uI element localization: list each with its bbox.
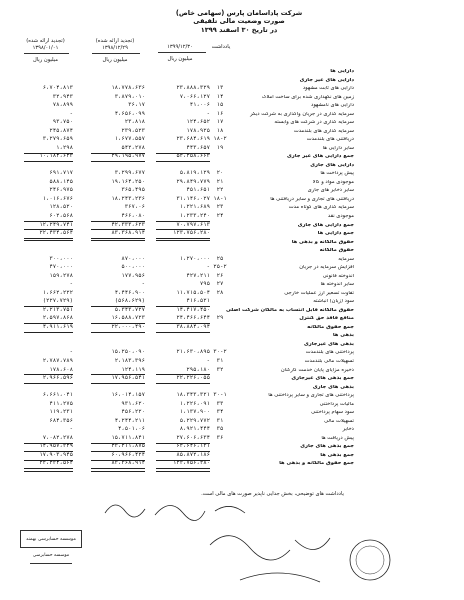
row-label: حقوق مالکانه قابل انتساب به مالکان شرکت اصلی	[226, 307, 354, 313]
row-label: سود سهام پرداختنی	[311, 410, 354, 416]
row-label: سایر دارایی ها	[322, 145, 354, 151]
value-1398: ۴۵۶،۲۲۰	[121, 409, 145, 416]
table-row	[0, 410, 464, 415]
value-1398: ۵۰۰،۰۰۰	[121, 264, 145, 271]
note-number: ۳۴	[216, 409, 224, 416]
section-row	[0, 69, 464, 74]
value-1398-start: ۲۲،۴۳۴،۵۶۴	[39, 460, 73, 467]
value-1398: ۱،۶۷۷،۵۵۷	[114, 136, 145, 143]
col1-date: ۱۳۹۹/۱۲/۳۰	[167, 44, 193, 50]
value-1398-start: ۶،۶۶۱،۰۴۱	[42, 392, 73, 399]
value-1398: ۴،۴۴۶،۹۰۰	[114, 289, 145, 296]
value-1399: ۲۹،۸۴۹،۷۷۹	[176, 178, 210, 185]
value-1398-start: ۷،۰۸۲،۲۷۸	[42, 434, 73, 441]
row-label: اندوخته قانونی	[322, 273, 354, 279]
value-1398: ۱۷،۹۵۶،۵۴۱	[111, 375, 145, 382]
note-number: ۲۱	[216, 178, 224, 185]
row-label: سرمایه گذاری های بلندمدت	[293, 128, 354, 134]
row-label: دارایی های ثابت مشهود	[302, 86, 354, 92]
value-1398: ۴۳،۲۱۱،۸۷۵	[111, 443, 145, 450]
table-row	[0, 393, 464, 398]
value-1399: ۴۱۶،۵۲۱	[186, 298, 210, 305]
row-label: ذخایر	[342, 427, 354, 433]
value-1398-start: ۱،۲۹۸	[56, 144, 73, 151]
value-1398-start: ۲،۲۱۳،۷۵۱	[42, 306, 73, 313]
col2-note: (تجدید ارائه شده)	[95, 38, 135, 44]
value-1398-start: ۲،۵۹۷،۸۶۸	[42, 315, 73, 322]
row-label: مالیات پرداختنی	[319, 401, 354, 407]
value-1398-start: (۲۲۷،۷۲۹)	[42, 298, 73, 305]
row-label: بدهی های جاری	[312, 384, 354, 390]
value-1399: ۱،۲۳۳،۲۴۰	[179, 213, 210, 219]
note-number: ۱۷	[216, 119, 224, 126]
signatures-and-seal	[200, 520, 400, 595]
value-1399: ۲۳،۶۸۴،۶۱۹	[176, 136, 210, 143]
value-1399: ۲۳،۸۸۸،۳۲۹	[176, 85, 210, 92]
statement-name: صورت وضعیت مالی تلفیقی	[193, 17, 285, 26]
value-1399: ۴۱،۰۰۶	[189, 102, 210, 109]
value-1398: ۴۶۶،۰۸۰	[121, 213, 145, 219]
company-name: شرکت پاداسامان پارس (سهامی خاص)	[175, 9, 303, 17]
table-row	[0, 257, 464, 262]
value-1399: ۱۲۳،۷۵۶،۲۸۰	[172, 230, 210, 237]
section-row	[0, 223, 464, 228]
col3-unit: میلیون ریال	[32, 57, 59, 63]
value-1398: ۱۶،۵۸۸،۷۲۳	[111, 315, 145, 322]
table-row	[0, 95, 464, 100]
row-label: پرداختنی های تجاری و سایر پرداختنی ها	[268, 393, 354, 399]
value-1399: ۵،۸۱۹،۱۲۹	[179, 170, 210, 177]
section-row	[0, 385, 464, 390]
value-1398: ۱۶،۰۱۴،۱۵۷	[111, 392, 145, 399]
note-number: ۱۸	[216, 127, 224, 134]
value-1398: ۱۹،۱۶۴،۲۵۰	[111, 178, 145, 185]
section-row	[0, 240, 464, 245]
value-1398: ۱۲۴،۱۱۹	[121, 366, 145, 373]
section-row	[0, 461, 464, 466]
row-label: جمع بدهی های غیرجاری	[291, 376, 354, 382]
table-row	[0, 359, 464, 364]
row-label: سرمایه گذاری در شرکت های وابسته	[274, 120, 354, 126]
col1-rule	[158, 52, 206, 53]
value-1399: ۲۱،۶۳۰،۸۹۵	[176, 349, 210, 356]
table-row	[0, 214, 464, 219]
row-label: حقوق مالکانه	[319, 248, 354, 254]
value-1398-start: ۴۷۰،۰۰۰	[49, 264, 73, 271]
note-number: ۲۴	[216, 213, 224, 219]
section-row	[0, 325, 464, 330]
row-label: موجودی نقد	[327, 214, 354, 219]
value-1398: ۴،۵۰۱،۰۶	[118, 426, 145, 433]
value-1398: -	[141, 281, 145, 288]
value-1398-start: ۳۰۰،۰۰۰	[49, 255, 73, 262]
value-1399: ۱،۱۳۷،۹۰۰	[179, 409, 210, 416]
col2-date: ۱۳۹۸/۱۲/۲۹	[102, 45, 128, 51]
col2-unit: میلیون ریال	[102, 57, 128, 63]
value-1398-start: ۷۸،۸۹۹	[52, 102, 73, 109]
row-label: جمع بدهی ها	[320, 452, 354, 458]
row-label: جمع دارایی های جاری	[297, 222, 354, 228]
value-1399: ۶۲،۶۴۶،۱۳۱	[176, 443, 210, 450]
table-row	[0, 188, 464, 193]
value-1399: ۱،۲۲۶،۰۹۱	[179, 400, 210, 407]
notes-col-header: یادداشت	[211, 44, 231, 50]
row-label: سایر اندوخته ها	[320, 282, 354, 288]
row-label: دارایی های جاری	[310, 162, 354, 168]
row-label: تسهیلات مالی بلندمدت	[304, 359, 354, 365]
note-number: ۲۲	[216, 187, 224, 194]
value-1399: ۱،۲۲۱،۶۸۹	[179, 204, 210, 211]
note-number: ۲۶	[216, 272, 224, 279]
table-row	[0, 129, 464, 134]
row-label: دریافتنی های تجاری و سایر دریافتنی ها	[270, 196, 354, 202]
value-1399: ۷،۰۶۶،۱۲۷	[179, 93, 210, 100]
row-label: سرمایه	[338, 256, 354, 262]
value-1399: ۳۸،۸۸۴،۰۹۴	[176, 323, 210, 330]
note-number: ۱۵	[216, 102, 224, 109]
note-number: ۳۱	[216, 417, 224, 424]
value-1398: ۸۷۰،۰۰۰	[121, 255, 145, 262]
row-label: جمع بدهی های جاری	[300, 444, 354, 450]
row-label: دارایی های نامشهود	[311, 103, 354, 109]
value-1398-start: ۳،۲۷۹،۶۵۹	[42, 136, 73, 143]
note-number: ۱۴	[216, 93, 224, 100]
note-number: ۲۸	[216, 289, 224, 296]
value-1399: ۱۸،۳۴۳،۳۲۱	[176, 392, 210, 399]
value-1398-start: ۱۷،۹۰۳،۹۴۵	[39, 451, 73, 458]
note-number: ۲۹	[216, 315, 224, 322]
row-label: تفاوت تسعیر ارز عملیات خارجی	[284, 290, 354, 296]
auditor-stamp: موسسه حسابرسی بهمند	[20, 530, 82, 548]
value-1398: ۱۸،۷۷۸،۶۳۶	[111, 85, 145, 92]
value-1399: -	[206, 110, 210, 117]
value-1398: (۵۶۸،۶۲۹)	[114, 298, 145, 305]
row-label: سرمایه گذاری های کوتاه مدت	[288, 205, 354, 211]
value-1398-start: -	[69, 281, 73, 288]
value-1398: ۱۸،۲۴۳،۲۳۶	[111, 195, 145, 202]
col1-unit: میلیون ریال	[167, 56, 193, 62]
row-label: زمین های نگهداری شده برای ساخت املاک	[261, 94, 354, 100]
value-1398-start: -	[69, 110, 73, 117]
section-row	[0, 231, 464, 236]
value-1398-start: ۲۲،۴۳۴،۵۶۴	[39, 230, 73, 237]
value-1399: ۵۲،۲۵۸،۶۶۳	[176, 153, 210, 160]
value-1398-start: ۵۸۸،۱۴۵	[49, 178, 73, 185]
value-1398-start: ۱،۰۱۶،۶۷۶	[42, 195, 73, 202]
value-1399: ۴۵۱،۶۵۱	[186, 187, 210, 194]
value-1399: ۵،۲۲۹،۷۷۲	[179, 417, 210, 424]
value-1398-start: ۶۹۱،۷۱۷	[49, 170, 73, 177]
total-double-rule	[91, 468, 145, 471]
table-row	[0, 402, 464, 407]
value-1398-start: ۱۲،۲۴۹،۷۴۱	[39, 221, 73, 228]
note-number: ۳۵	[216, 426, 224, 433]
table-row	[0, 282, 464, 287]
note-number: ۳۶	[216, 434, 224, 441]
value-1398-start: ۳۲،۹۴۳	[52, 93, 73, 100]
table-row	[0, 120, 464, 125]
auditor-stamp-secondary: موسسه حسابرسی	[30, 553, 72, 564]
table-row	[0, 299, 464, 304]
table-row	[0, 180, 464, 185]
value-1398-start: ۲۴۵،۸۷۴	[49, 127, 73, 134]
value-1399: ۷۹۵	[199, 281, 210, 288]
value-1398: ۱۷۷،۹۵۶	[121, 272, 145, 279]
footnote: یادداشت های توضیحی، بخش جدایی ناپذیر صورت های مالی است.	[201, 491, 344, 497]
table-row	[0, 436, 464, 441]
col3-note: (تجدید ارائه شده)	[26, 38, 65, 44]
note-number: ۳۰-۲	[213, 349, 227, 356]
table-row	[0, 368, 464, 373]
table-row	[0, 265, 464, 270]
total-double-rule	[24, 468, 73, 471]
value-1398-start: -	[69, 349, 73, 356]
table-row	[0, 112, 464, 117]
value-1398: ۶۰،۹۶۶،۴۲۴	[111, 451, 145, 458]
value-1398: ۸۳،۳۶۸،۹۱۴	[111, 460, 145, 467]
row-label: ذخیره مزایای پایان خدمت کارکنان	[280, 367, 354, 373]
value-1398-start: ۹۳،۷۵۰	[52, 119, 73, 126]
value-1398-start: ۴،۹۱۱،۶۱۹	[42, 323, 73, 330]
table-row	[0, 86, 464, 91]
table-row	[0, 205, 464, 210]
table-row	[0, 197, 464, 202]
table-row	[0, 427, 464, 432]
section-row	[0, 316, 464, 321]
col3-rule	[24, 53, 69, 54]
note-number: ۳۲	[216, 366, 224, 373]
table-row	[0, 171, 464, 176]
table-row	[0, 137, 464, 142]
row-label: بدهی های غیرجاری	[303, 341, 354, 347]
section-row	[0, 333, 464, 338]
row-label: پرداختنی های بلندمدت	[305, 350, 354, 356]
value-1398: ۳۶،۱۷	[128, 102, 145, 109]
section-row	[0, 342, 464, 347]
value-1399: ۱۲۳،۷۵۶،۲۸۰	[172, 460, 210, 467]
value-1399: ۳۱،۱۴۶،۰۲۷	[176, 195, 210, 202]
row-label: سرمایه گذاری در جریان واگذاری به شرکت دیگر	[250, 111, 354, 117]
total-double-rule	[156, 468, 210, 471]
value-1398-start: ۱۵۹،۲۷۸	[49, 272, 73, 279]
table-row	[0, 103, 464, 108]
value-1398: ۵۴۲،۲۷۸	[121, 144, 145, 151]
value-1398: ۲۲،۰۰۰،۴۹۰	[111, 323, 145, 330]
table-row	[0, 274, 464, 279]
row-label: جمع دارایی های غیر جاری	[287, 154, 354, 160]
row-label: افزایش سرمایه در جریان	[299, 265, 354, 271]
section-row	[0, 248, 464, 253]
value-1399: ۱،۲۷۰،۰۰۰	[179, 255, 210, 262]
value-1399: ۴۲۷،۲۱۱	[186, 272, 210, 279]
note-number: ۲۷	[216, 281, 224, 288]
row-label: پیش پرداخت ها	[320, 171, 354, 177]
value-1398: ۸۳،۳۶۸،۹۱۴	[111, 230, 145, 237]
value-1398: ۲۳،۸۱۸	[124, 119, 145, 126]
row-label: بدهی ها	[332, 333, 354, 339]
row-label: جمع حقوق مالکانه و بدهی ها	[279, 461, 354, 467]
value-1399: -	[206, 264, 210, 271]
value-1398-start: ۲،۹۶۶،۵۹۶	[42, 375, 73, 382]
col3-date: ۱۳۹۸/۰۱/۰۱	[32, 45, 59, 51]
note-number: ۱۶	[216, 110, 224, 117]
statement-date: در تاریخ ۳۰ اسفند ۱۳۹۹	[200, 25, 278, 34]
value-1399: ۲۹۵،۱۸۰	[186, 366, 210, 373]
row-label: جمع حقوق مالکانه	[307, 324, 354, 330]
value-1399: ۲۴،۴۶۶،۶۴۴	[176, 315, 210, 322]
row-label: دریافتنی های بلندمدت	[306, 137, 354, 143]
value-1398: ۹۳۱،۶۲۰	[121, 400, 145, 407]
note-number: ۲۳	[216, 204, 224, 211]
col2-rule	[92, 53, 140, 54]
note-number: ۲۵-۲	[213, 264, 227, 271]
value-1398: ۱۵،۲۵۰،۰۹۰	[111, 349, 145, 356]
section-row	[0, 444, 464, 449]
value-1398: ۴،۶۵۶،۰۹۹	[114, 110, 145, 117]
row-label: حقوق مالکانه و بدهی ها	[291, 239, 354, 245]
value-1399: ۱۴،۴۱۷،۴۵۰	[176, 306, 210, 313]
row-label: دارایی های غیر جاری	[299, 77, 354, 83]
value-1398: ۲،۱۸۳،۳۹۶	[114, 358, 145, 365]
section-row	[0, 78, 464, 83]
note-number: ۳۱	[216, 358, 224, 365]
value-1399: ۱۱،۷۱۵،۵۰۴	[176, 289, 210, 296]
value-1398: ۲۹،۱۹۵،۹۷۷	[111, 153, 145, 160]
value-1398-start: ۱۰،۱۸۴،۶۴۳	[39, 153, 73, 160]
value-1398: ۴۲،۳۳۳،۶۲۳	[111, 221, 145, 228]
value-1398-start: -	[69, 426, 73, 433]
note-number: ۱۳	[216, 85, 224, 92]
row-label: جمع دارایی ها	[317, 231, 354, 237]
value-1398-start: ۱،۶۶۲،۲۲۲	[42, 289, 73, 296]
row-label: موجودی مواد و کالا	[312, 179, 354, 185]
note-number: ۱۹	[216, 144, 224, 151]
value-1398-start: ۲،۷۸۷،۷۸۹	[42, 358, 73, 365]
value-1398: ۱۵،۷۱۱،۸۴۱	[111, 434, 145, 441]
note-number: ۲۵	[216, 255, 224, 262]
row-label: سایر ذخایر های جاری	[307, 188, 354, 194]
section-row	[0, 376, 464, 381]
row-label: دارایی ها	[330, 69, 354, 74]
table-row	[0, 350, 464, 355]
value-1398: ۳۶۷،۰۶	[124, 204, 145, 211]
note-number: ۲۰	[216, 170, 224, 177]
value-1398-start: ۶۰۲،۵۶۸	[49, 213, 73, 219]
note-number: ۳۰-۱	[213, 392, 227, 399]
value-1399: ۱۲۴،۶۵۲	[186, 119, 210, 126]
value-1398: ۴،۲۴۴،۲۱۱	[114, 417, 145, 424]
value-1398-start: ۶،۷۰۴،۸۱۳	[42, 85, 73, 92]
value-1398: ۲۳۹،۵۲۳	[121, 127, 145, 134]
value-1399: ۸،۹۲۱،۴۴۴	[179, 426, 210, 433]
value-1398: ۳۶۵،۴۹۵	[121, 187, 145, 194]
note-number: ۱۸-۲	[213, 136, 227, 143]
row-label: منافع فاقد حق کنترل	[299, 316, 354, 322]
statement-title	[164, 9, 314, 34]
value-1399: ۲۷،۶۰۶،۶۳۴	[176, 434, 210, 441]
value-1398-start: ۱۷۸،۶۰۸	[49, 366, 73, 373]
section-row	[0, 154, 464, 159]
table-row	[0, 146, 464, 151]
section-row	[0, 163, 464, 168]
value-1398-start: ۲۴۶،۹۷۵	[49, 187, 73, 194]
value-1398: ۵،۳۴۳،۷۲۷	[114, 306, 145, 313]
value-1399: -	[206, 358, 210, 365]
note-number: ۱۸-۱	[213, 195, 227, 202]
value-1398-start: ۶۸۴،۳۵۶	[49, 417, 73, 424]
value-1398-start: ۱۱۹،۲۳۱	[49, 409, 73, 416]
value-1399: ۸۵،۸۷۲،۱۸۶	[176, 451, 210, 458]
section-row	[0, 308, 464, 313]
value-1399: ۷۰،۷۹۷،۶۱۳	[176, 221, 210, 228]
value-1398: ۳،۸۷۹،۰۱۰	[114, 93, 145, 100]
note-number: ۳۳	[216, 400, 224, 407]
value-1398: ۳،۲۹۹،۶۷۷	[114, 170, 145, 177]
value-1399: ۱۷۸،۹۲۵	[186, 127, 210, 134]
row-label: سود (زیان) انباشته	[313, 299, 354, 305]
row-label: تسهیلات مالی	[324, 418, 354, 424]
value-1398-start: ۱۲۸،۵۲۰	[49, 204, 73, 211]
value-1399: ۲۲،۲۲۶،۰۵۵	[176, 375, 210, 382]
value-1398-start: ۱۴،۹۵۷،۳۴۹	[39, 443, 73, 450]
section-row	[0, 453, 464, 458]
value-1398-start: ۴۱۱،۲۷۵	[49, 400, 73, 407]
signatures	[95, 493, 275, 523]
row-label: پیش دریافت ها	[321, 435, 354, 441]
value-1399: ۴۴۳،۶۵۷	[186, 144, 210, 151]
table-row	[0, 419, 464, 424]
table-row	[0, 291, 464, 296]
